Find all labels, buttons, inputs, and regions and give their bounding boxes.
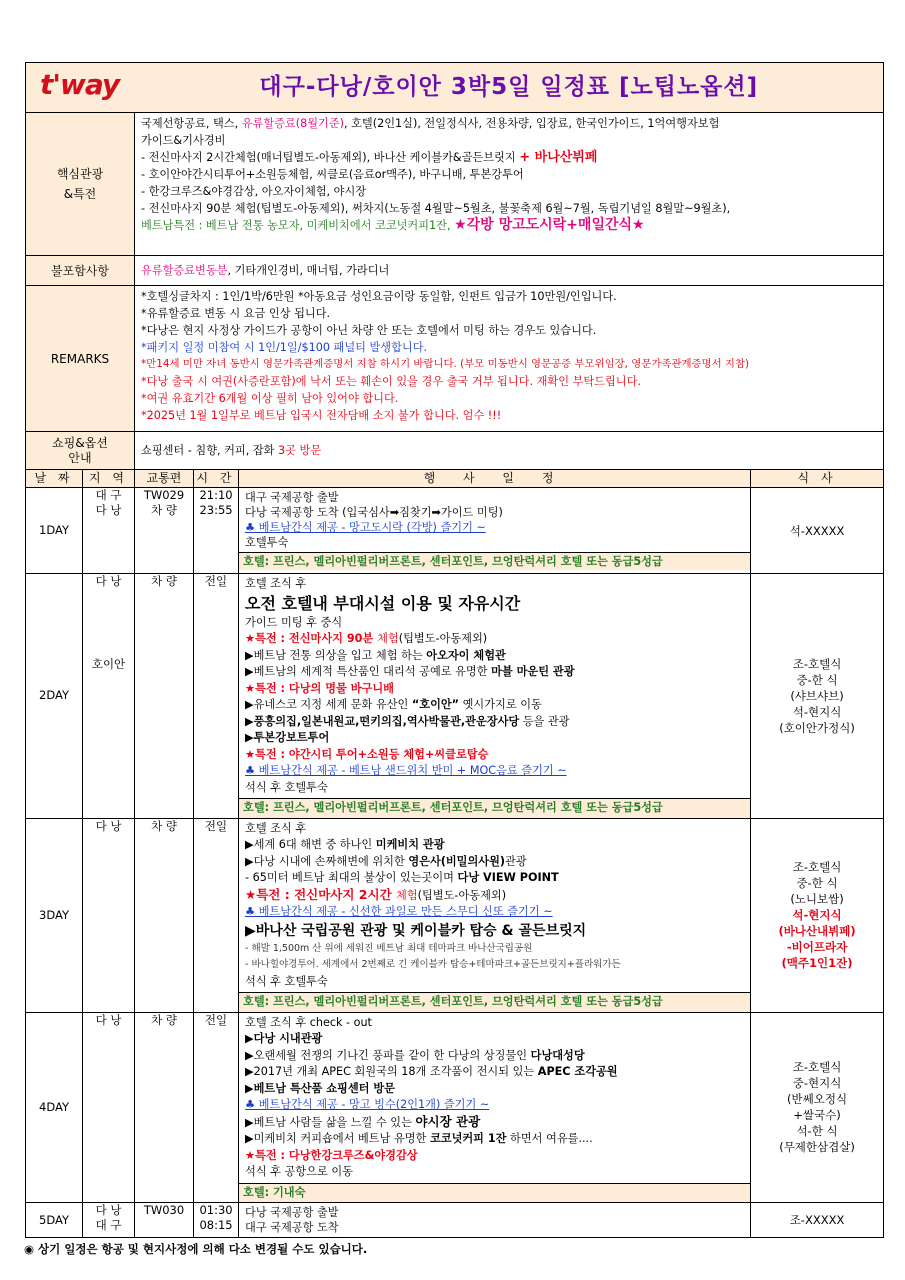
excluded-label: 불포함사항 <box>26 256 135 286</box>
shopping-content: 쇼핑센터 - 침향, 커피, 잡화 3곳 방문 <box>135 432 884 470</box>
day2-row <box>26 574 884 819</box>
day2-hotel: 호텔: 프린스, 멜리아빈펄리버프론트, 센터포인트, 므엉탄럭셔리 호텔 또는 동급5성급 <box>239 798 750 818</box>
col-time: 시 간 <box>194 470 239 488</box>
day1-region: 대 구 다 낭 <box>83 488 135 574</box>
col-date: 날 짜 <box>26 470 83 488</box>
day5-label: 5DAY <box>26 1203 83 1238</box>
excluded-row <box>26 256 884 286</box>
day1-label: 1DAY <box>26 488 83 574</box>
day4-hotel: 호텔: 기내숙 <box>239 1183 750 1203</box>
day3-schedule: 호텔 조식 후 ▶세계 6대 해변 중 하나인 미케비치 관광 ▶다낭 시내에 손짜해변에 위치한 영은사(비밀의사원)관광 - 65미터 베트남 최대의 불상이 있는곳이며 다낭 VIEW POINT ★특전 : 전신마사지 2시간 체험(팁별도-아동제외) ♣ 베트남간식 제공 - 신선한 과일로 만든 스무디 신또 즐기기 ~ ▶바나산 국립공원 관광 및 케이블카 탑승 & 골든브릿지 - 해발 1,500m 산 위에 세워진 베트남 최대 테마파크 바나산국립공원 - 바나힐야경투어. 세계에서 2번째로 긴 케이블카 탑승+테마파크+골든브릿지+플라워가든 석식 후 호텔투숙 호텔: 프린스, 멜리아빈펄리버프론트, 센터포인트, 므엉탄럭셔리 호텔 또는 동급5성급 <box>239 818 751 1012</box>
day2-meal: 조-호텔식 중-한 식 (샤브샤브) 석-현지식 (호이안가정식) <box>751 574 884 819</box>
day4-schedule: 호텔 조식 후 check - out ▶다낭 시내관광 ▶오랜세월 전쟁의 기나긴 풍파를 같이 한 다낭의 상징물인 다낭대성당 ▶2017년 개최 APEC 회원국의 18개 조각품이 전시되 있는 APEC 조각공원 ▶베트남 특산품 쇼핑센터 방문 ♣ 베트남간식 제공 - 망고 빙수(2인1개) 즐기기 ~ ▶베트남 사람들 삶을 느낄 수 있는 야시장 관광 ▶미케비치 커피숍에서 베트남 유명한 코코넛커피 1잔 하면서 여유를.... ★특전 : 다낭한강크루즈&야경감상 석식 후 공항으로 이동 호텔: 기내숙 <box>239 1012 751 1203</box>
remarks-label: REMARKS <box>26 286 135 432</box>
day3-label: 3DAY <box>26 818 83 1012</box>
day2-label: 2DAY <box>26 574 83 819</box>
shopping-row <box>26 432 884 470</box>
day3-transport: 차 량 <box>135 818 194 1012</box>
day4-transport: 차 량 <box>135 1012 194 1203</box>
day2-region: 다 낭 호이안 <box>83 574 135 819</box>
day5-schedule: 다낭 국제공항 출발 대구 국제공항 도착 <box>239 1203 751 1238</box>
day4-meal: 조-호텔식 중-현지식 (반쎄오정식 +쌀국수) 석-한 식 (무제한삼겹살) <box>751 1012 884 1203</box>
day4-label: 4DAY <box>26 1012 83 1203</box>
itinerary-page <box>25 62 883 1238</box>
page-title: 대구-다낭/호이안 3박5일 일정표 [노팁노옵션] <box>135 63 884 113</box>
col-meal: 식 사 <box>751 470 884 488</box>
col-transport: 교통편 <box>135 470 194 488</box>
column-header-row <box>26 470 884 488</box>
day1-transport: TW029 차 량 <box>135 488 194 574</box>
excluded-content: 유류할증료변동분, 기타개인경비, 매너팁, 가라디너 <box>135 256 884 286</box>
day1-row <box>26 488 884 574</box>
itinerary-table <box>25 62 884 1238</box>
day2-time: 전일 <box>194 574 239 819</box>
day5-time: 01:30 08:15 <box>194 1203 239 1238</box>
day1-schedule: 대구 국제공항 출발 다낭 국제공항 도착 (입국심사➡짐찾기➡가이드 미팅) ♣ 베트남간식 제공 - 망고도시락 (각방) 즐기기 ~ 호텔투숙 호텔: 프린스, 멜리아빈펄리버프론트, 센터포인트, 므엉탄럭셔리 호텔 또는 동급5성급 <box>239 488 751 574</box>
day3-hotel: 호텔: 프린스, 멜리아빈펄리버프론트, 센터포인트, 므엉탄럭셔리 호텔 또는 동급5성급 <box>239 992 750 1012</box>
tway-logo: t'way <box>40 68 120 101</box>
remarks-content: *호텔싱글차지 : 1인/1박/6만원 *아동요금 성인요금이랑 동일함, 인펀트 입금가 10만원/인입니다. *유류할증료 변동 시 요금 인상 됩니다. *다낭은 현지 사정상 가이드가 공항이 아닌 차량 안 또는 호텔에서 미팅 하는 경우도 있습니다. *패키지 일정 미참여 시 1인/1일/$100 패널티 발생합니다. *만14세 미만 자녀 동반시 영문가족관계증명서 지참 하시기 바랍니다. (부모 미동반시 영문공증 부모위임장, 영문가족관계증명서 지참) *다낭 출국 시 여권(사증란포함)에 낙서 또는 훼손이 있을 경우 출국 거부 됩니다. 재확인 부탁드립니다. *여권 유효기간 6개월 이상 필히 남아 있어야 합니다. *2025년 1월 1일부로 베트남 입국시 전자담배 소지 불가 합니다. 엄수 !!! <box>135 286 884 432</box>
day2-schedule: 호텔 조식 후 오전 호텔내 부대시설 이용 및 자유시간 가이드 미팅 후 중식 ★특전 : 전신마사지 90분 체험(팁별도-아동제외) ▶베트남 전통 의상을 입고 체험 하는 아오자이 체험관 ▶베트남의 세계적 특산품인 대리석 공예로 유명한 마블 마운틴 관광 ★특전 : 다낭의 명물 바구니배 ▶유네스코 지정 세계 문화 유산인 “호이안” 옛시가지로 이동 ▶풍흥의집,일본내원교,떤키의집,역사박물관,관운장사당 등을 관광 ▶투본강보트투어 ★특전 : 야간시티 투어+소원등 체험+씨클로탑승 ♣ 베트남간식 제공 - 베트남 샌드위치 반미 + MOC음료 즐기기 ~ 석식 후 호텔투숙 호텔: 프린스, 멜리아빈펄리버프론트, 센터포인트, 므엉탄럭셔리 호텔 또는 동급5성급 <box>239 574 751 819</box>
footer-note: ◉ 상기 일정은 항공 및 현지사정에 의해 다소 변경될 수도 있습니다. <box>24 1242 368 1256</box>
day5-meal: 조-XXXXX <box>751 1203 884 1238</box>
day5-transport: TW030 <box>135 1203 194 1238</box>
core-label: 핵심관광 &특전 <box>26 113 135 256</box>
day2-transport: 차 량 <box>135 574 194 819</box>
day3-row <box>26 818 884 1012</box>
title-row <box>26 63 884 113</box>
day5-region: 다 낭 대 구 <box>83 1203 135 1238</box>
col-schedule: 행 사 일 정 <box>239 470 751 488</box>
day3-region: 다 낭 <box>83 818 135 1012</box>
day5-row <box>26 1203 884 1238</box>
day1-hotel: 호텔: 프린스, 멜리아빈펄리버프론트, 센터포인트, 므엉탄럭셔리 호텔 또는 동급5성급 <box>239 552 750 570</box>
day1-meal: 석-XXXXX <box>751 488 884 574</box>
core-content: 국제선항공료, 택스, 유류할증료(8월기준), 호텔(2인1실), 전일정식사, 전용차량, 입장료, 한국인가이드, 1억여행자보험 가이드&기사경비 - 전신마사지 2시간체험(매너팁별도-아동제외), 바나산 케이블카&골든브릿지 + 바나산뷔페 - 호이안야간시티투어+소원등체험, 씨클로(음료or맥주), 바구니배, 투본강투어 - 한강크루즈&야경감상, 아오자이체험, 야시장 - 전신마사지 90분 체험(팁별도-아동제외), 써차지(노동절 4월말~5월초, 불꽃축제 6월~7월, 독립기념일 8월말~9월초), 베트남특전 : 베트남 전통 농모자, 미케비치에서 코코넛커피1잔, ★각방 망고도시락+매일간식★ <box>135 113 884 256</box>
remarks-row <box>26 286 884 432</box>
col-region: 지 역 <box>83 470 135 488</box>
day4-time: 전일 <box>194 1012 239 1203</box>
day3-time: 전일 <box>194 818 239 1012</box>
day4-region: 다 낭 <box>83 1012 135 1203</box>
day4-row <box>26 1012 884 1203</box>
core-row <box>26 113 884 256</box>
shopping-label: 쇼핑&옵션 안내 <box>26 432 135 470</box>
day1-time: 21:10 23:55 <box>194 488 239 574</box>
day3-meal: 조-호텔식 중-한 식 (노니보쌈) 석-현지식 (바나산내뷔페) -비어프라자 (맥주1인1잔) <box>751 818 884 1012</box>
